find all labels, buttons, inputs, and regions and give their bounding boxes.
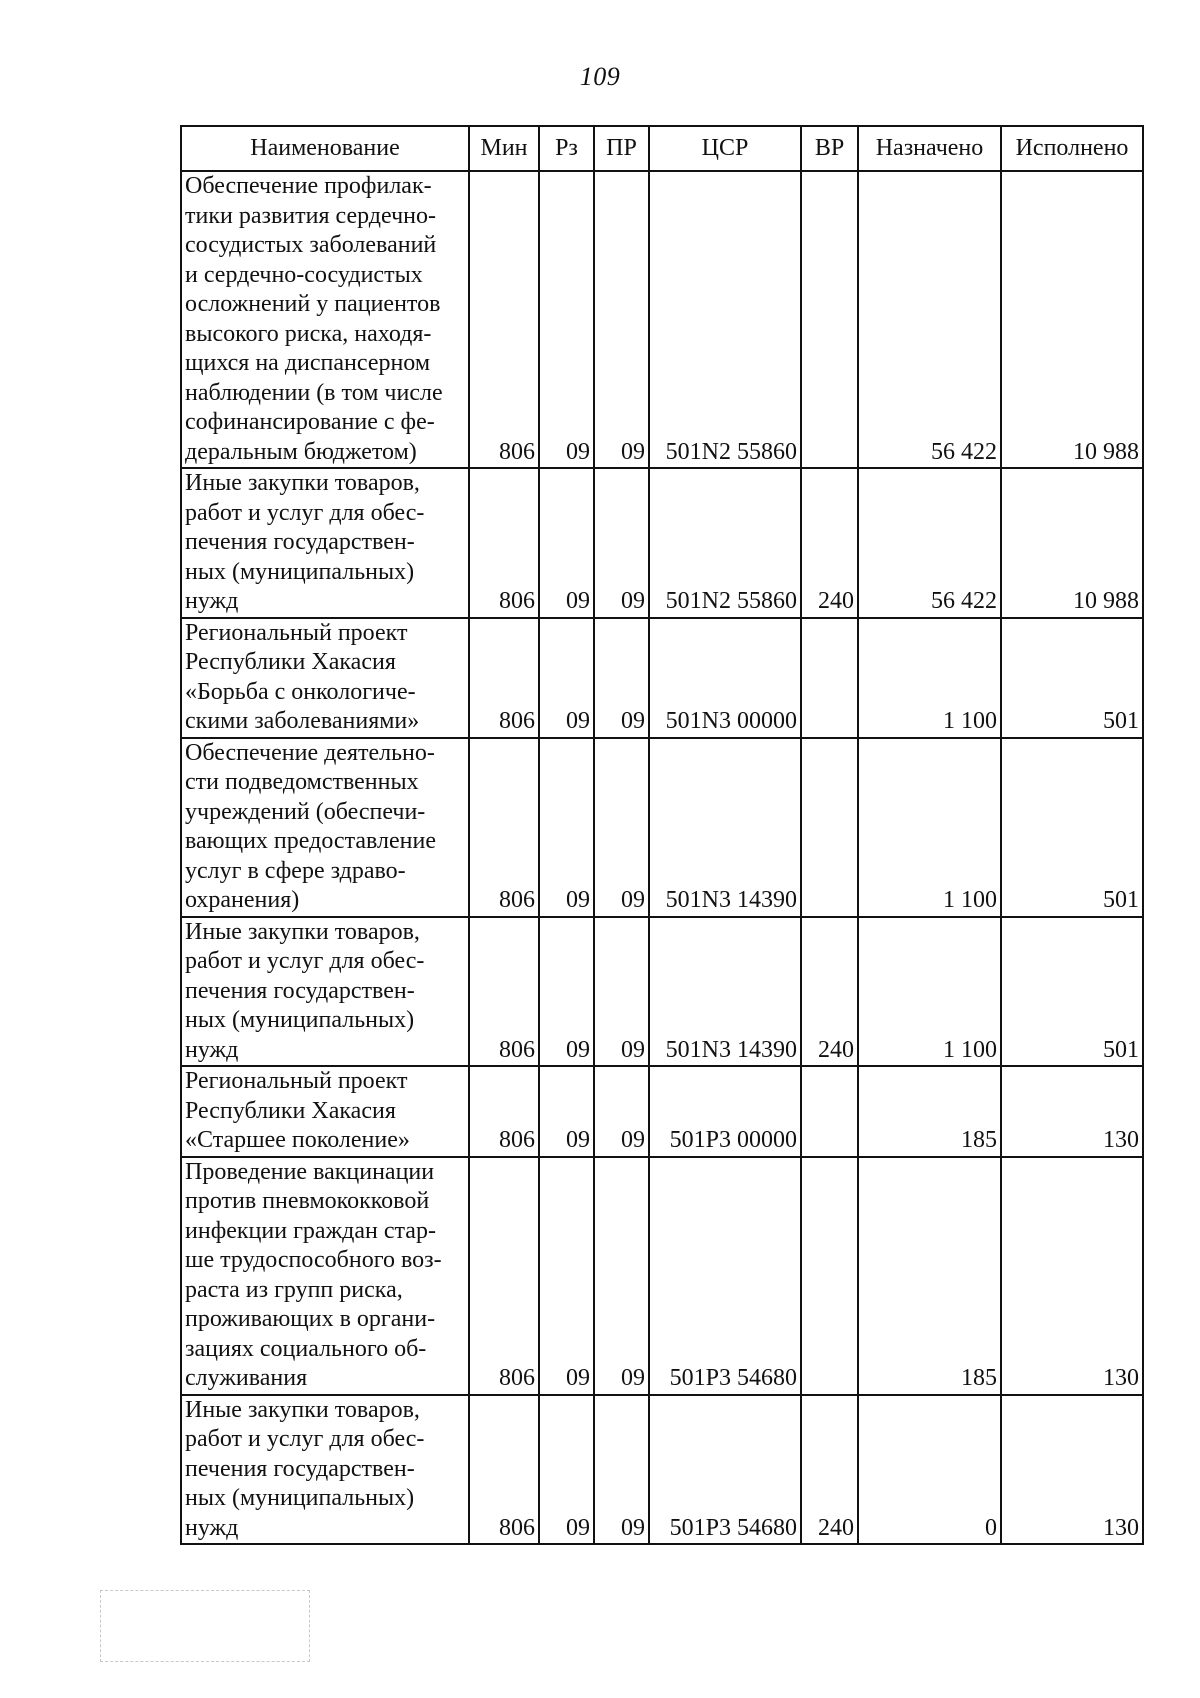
header-name: Наименование — [181, 126, 469, 171]
cell-executed: 501 — [1001, 738, 1143, 917]
cell-rz: 09 — [539, 468, 594, 618]
cell-vr — [801, 1157, 858, 1395]
cell-executed: 130 — [1001, 1066, 1143, 1157]
cell-name: Иные закупки товаров, работ и услуг для обес- печения государствен- ных (муниципальных) нужд — [181, 1395, 469, 1545]
cell-csr: 501Р3 54680 — [649, 1157, 801, 1395]
cell-csr: 501Р3 54680 — [649, 1395, 801, 1545]
cell-name: Региональный проект Республики Хакасия «Старшее поколение» — [181, 1066, 469, 1157]
cell-name: Иные закупки товаров, работ и услуг для обес- печения государствен- ных (муниципальных) нужд — [181, 468, 469, 618]
cell-pr: 09 — [594, 468, 649, 618]
cell-csr: 501Р3 00000 — [649, 1066, 801, 1157]
cell-name: Обеспечение деятельно- сти подведомственных учреждений (обеспечи- вающих предоставление услуг в сфере здраво- охранения) — [181, 738, 469, 917]
cell-pr: 09 — [594, 1066, 649, 1157]
cell-assigned: 1 100 — [858, 917, 1001, 1067]
cell-vr: 240 — [801, 468, 858, 618]
cell-rz: 09 — [539, 1395, 594, 1545]
cell-assigned: 1 100 — [858, 618, 1001, 738]
cell-min: 806 — [469, 1157, 539, 1395]
cell-name: Обеспечение профилак- тики развития сердечно- сосудистых заболеваний и сердечно-сосудистых осложнений у пациентов высокого риска, находя- щихся на диспансерном наблюдении (в том числе софинансирование с фе- деральным бюджетом) — [181, 171, 469, 468]
cell-min: 806 — [469, 1066, 539, 1157]
cell-rz: 09 — [539, 1157, 594, 1395]
cell-name: Проведение вакцинации против пневмококковой инфекции граждан стар- ше трудоспособного воз- раста из групп риска, проживающих в органи- зациях социального об- служивания — [181, 1157, 469, 1395]
cell-pr: 09 — [594, 1157, 649, 1395]
cell-rz: 09 — [539, 738, 594, 917]
cell-pr: 09 — [594, 917, 649, 1067]
header-pr: ПР — [594, 126, 649, 171]
cell-rz: 09 — [539, 171, 594, 468]
header-executed: Исполнено — [1001, 126, 1143, 171]
cell-csr: 501N3 00000 — [649, 618, 801, 738]
cell-name: Региональный проект Республики Хакасия «Борьба с онкологиче- скими заболеваниями» — [181, 618, 469, 738]
header-min: Мин — [469, 126, 539, 171]
cell-min: 806 — [469, 738, 539, 917]
cell-min: 806 — [469, 917, 539, 1067]
cell-vr: 240 — [801, 917, 858, 1067]
cell-vr — [801, 1066, 858, 1157]
cell-vr — [801, 618, 858, 738]
table-row — [181, 1395, 1143, 1545]
cell-assigned: 185 — [858, 1066, 1001, 1157]
cell-assigned: 56 422 — [858, 171, 1001, 468]
header-vr: ВР — [801, 126, 858, 171]
cell-executed: 130 — [1001, 1395, 1143, 1545]
cell-min: 806 — [469, 468, 539, 618]
table-row — [181, 1066, 1143, 1157]
cell-executed: 10 988 — [1001, 468, 1143, 618]
cell-executed: 10 988 — [1001, 171, 1143, 468]
cell-csr: 501N2 55860 — [649, 171, 801, 468]
cell-vr — [801, 738, 858, 917]
cell-executed: 501 — [1001, 917, 1143, 1067]
cell-assigned: 0 — [858, 1395, 1001, 1545]
cell-rz: 09 — [539, 618, 594, 738]
cell-assigned: 185 — [858, 1157, 1001, 1395]
cell-pr: 09 — [594, 1395, 649, 1545]
cell-pr: 09 — [594, 738, 649, 917]
faded-stamp — [100, 1590, 310, 1662]
table-row — [181, 1157, 1143, 1395]
cell-executed: 130 — [1001, 1157, 1143, 1395]
cell-executed: 501 — [1001, 618, 1143, 738]
cell-pr: 09 — [594, 618, 649, 738]
header-assigned: Назначено — [858, 126, 1001, 171]
cell-csr: 501N3 14390 — [649, 738, 801, 917]
cell-name: Иные закупки товаров, работ и услуг для обес- печения государствен- ных (муниципальных) нужд — [181, 917, 469, 1067]
page-number: 109 — [579, 62, 621, 91]
budget-table — [180, 125, 1144, 1545]
table-header-row — [181, 126, 1143, 171]
cell-vr — [801, 171, 858, 468]
cell-pr: 09 — [594, 171, 649, 468]
header-csr: ЦСР — [649, 126, 801, 171]
table-row — [181, 171, 1143, 468]
header-rz: Рз — [539, 126, 594, 171]
cell-rz: 09 — [539, 1066, 594, 1157]
cell-rz: 09 — [539, 917, 594, 1067]
table-row — [181, 917, 1143, 1067]
table-row — [181, 618, 1143, 738]
cell-assigned: 1 100 — [858, 738, 1001, 917]
cell-vr: 240 — [801, 1395, 858, 1545]
cell-assigned: 56 422 — [858, 468, 1001, 618]
cell-csr: 501N2 55860 — [649, 468, 801, 618]
table-row — [181, 738, 1143, 917]
cell-min: 806 — [469, 1395, 539, 1545]
cell-csr: 501N3 14390 — [649, 917, 801, 1067]
table-row — [181, 468, 1143, 618]
cell-min: 806 — [469, 171, 539, 468]
cell-min: 806 — [469, 618, 539, 738]
